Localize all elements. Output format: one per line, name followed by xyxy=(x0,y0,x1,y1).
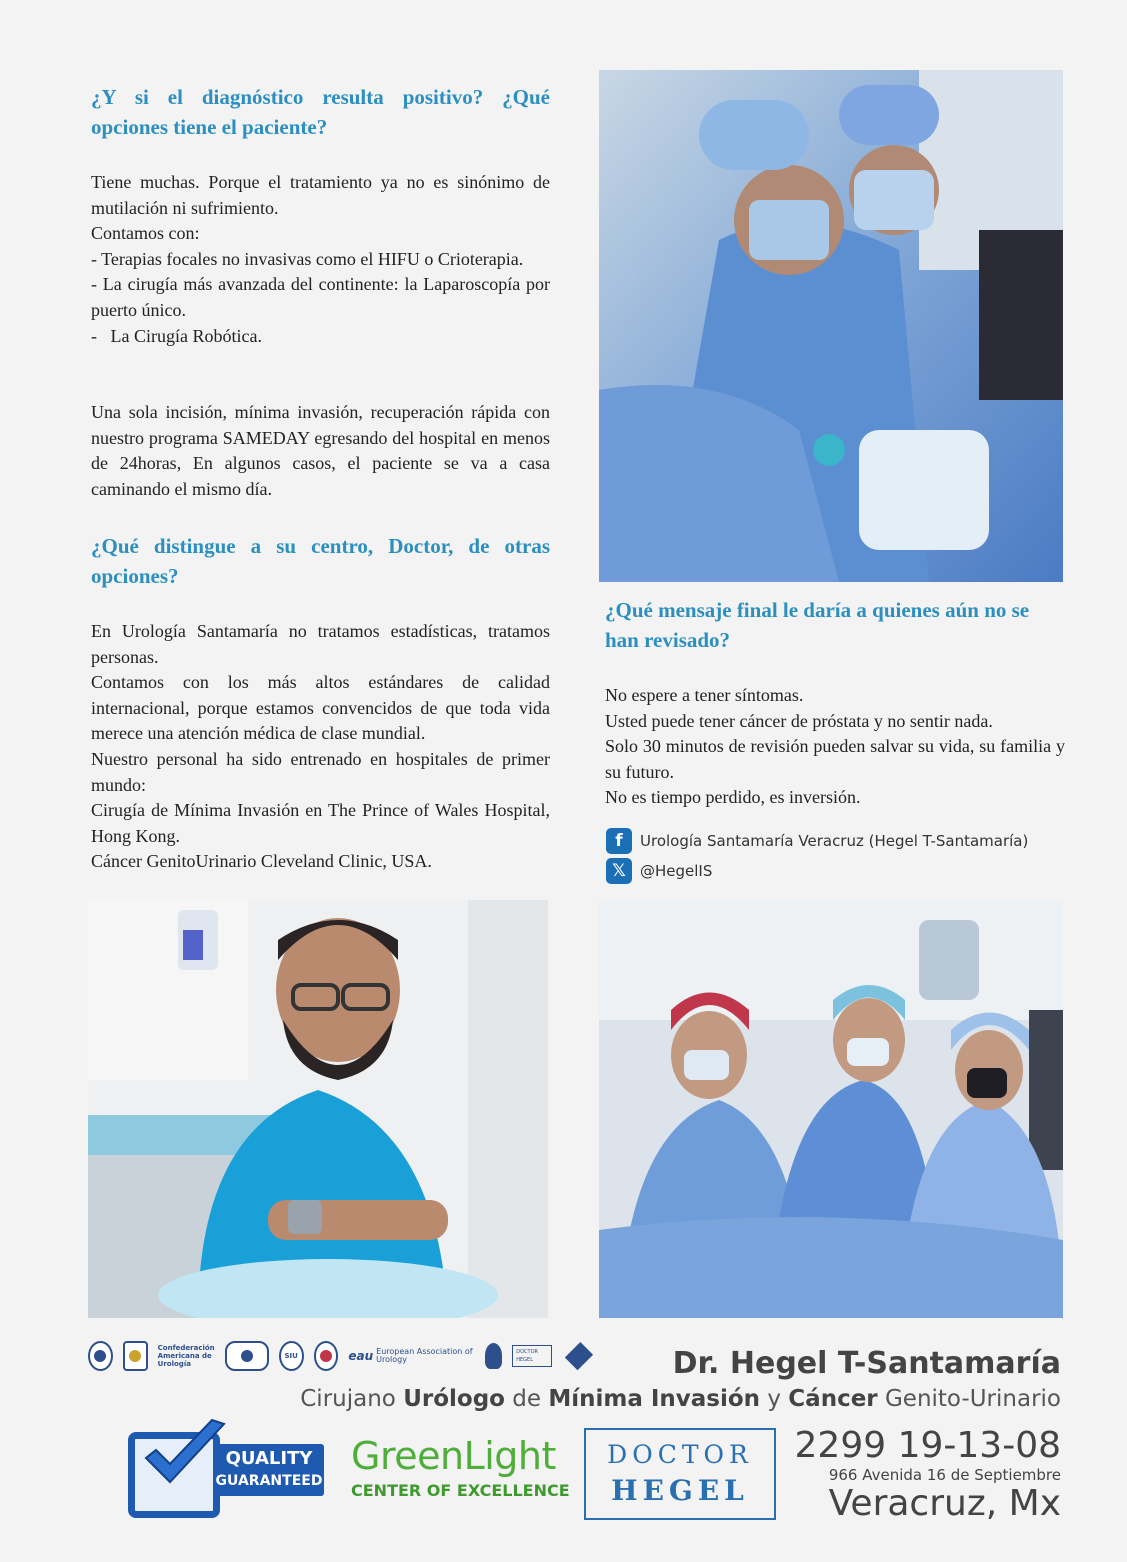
paragraph: Cáncer GenitoUrinario Cleveland Clinic, USA. xyxy=(91,851,432,872)
urology-society-logo xyxy=(88,1341,113,1371)
paragraph: En Urología Santamaría no tratamos estadísticas, tratamos personas. xyxy=(91,621,550,667)
doctor-portrait-photo xyxy=(88,900,548,1318)
x-link[interactable] xyxy=(606,858,712,884)
list-item: - Terapias focales no invasivas como el HIFU o Crioterapia. xyxy=(91,248,524,269)
section3-body xyxy=(605,683,1065,811)
paragraph: Contamos con: xyxy=(91,223,200,244)
section1-body xyxy=(91,170,550,349)
paragraph: Cirugía de Mínima Invasión en The Prince of Wales Hospital, Hong Kong. xyxy=(91,800,550,846)
facebook-link[interactable] xyxy=(606,828,1028,854)
paragraph: Nuestro personal ha sido entrenado en hospitales de primer mundo: xyxy=(91,748,550,795)
section2-body xyxy=(91,619,550,875)
paragraph: Usted puede tener cáncer de próstata y no sentir nada. xyxy=(605,710,993,731)
eau-logo: eau European Association of Urology xyxy=(348,1347,473,1364)
heading-diagnosis: ¿Y si el diagnóstico resulta positivo? ¿Qué opciones tiene el paciente? xyxy=(91,85,550,139)
paragraph: Contamos con los más altos estándares de calidad internacional, porque estamos convencidos de que toda vida merece una atención médica de clase mundial. xyxy=(91,672,550,744)
surgery-photo-top xyxy=(599,70,1063,582)
paragraph: No espere a tener síntomas. xyxy=(605,685,804,705)
facebook-label: Urología Santamaría Veracruz (Hegel T-Santamaría) xyxy=(640,832,1029,850)
doctor-hegel-small-logo: DOCTOR HEGEL xyxy=(512,1345,552,1367)
confederation-text: Confederación Americana de Urología xyxy=(157,1344,215,1368)
list-item: - La Cirugía Robótica. xyxy=(91,325,262,346)
confederation-shield-logo xyxy=(123,1341,148,1371)
doctor-title: Cirujano Urólogo de Mínima Invasión y Cáncer Genito-Urinario xyxy=(300,1386,1061,1412)
paragraph: Tiene muchas. Porque el tratamiento ya no es sinónimo de mutilación ni sufrimiento. xyxy=(91,172,550,218)
surgery-photo-bottom xyxy=(599,900,1063,1318)
facebook-icon: f xyxy=(606,828,632,854)
association-logos xyxy=(88,1336,588,1376)
x-icon: 𝕏 xyxy=(606,858,632,884)
list-item: - La cirugía más avanzada del continente: la Laparoscopía por puerto único. xyxy=(91,274,550,320)
heading-final-message: ¿Qué mensaje final le daría a quienes aún no se han revisado? xyxy=(605,598,1030,652)
school-logo xyxy=(225,1341,269,1371)
x-handle: @HegelIS xyxy=(640,862,713,880)
association-seal-logo xyxy=(314,1341,339,1371)
paragraph: No es tiempo perdido, es inversión. xyxy=(605,787,861,808)
doctor-hegel-logo: DOCTOR HEGEL xyxy=(584,1428,776,1520)
quality-guaranteed-badge: QUALITY GUARANTEED xyxy=(124,1418,334,1512)
doctor-name: Dr. Hegel T-Santamaría xyxy=(672,1346,1061,1381)
urosome-logo xyxy=(485,1343,503,1369)
paragraph: Solo 30 minutos de revisión pueden salvar su vida, su familia y su futuro. xyxy=(605,736,1065,782)
phone-number: 2299 19-13-08 xyxy=(794,1425,1061,1466)
paragraph-sameday: Una sola incisión, mínima invasión, recuperación rápida con nuestro programa SAMEDAY egresando del hospital en menos de 24horas, En algunos casos, el paciente se va a casa caminando el mismo día. xyxy=(91,402,550,499)
diamond-logo xyxy=(565,1342,593,1370)
heading-center: ¿Qué distingue a su centro, Doctor, de otras opciones? xyxy=(91,534,550,588)
city: Veracruz, Mx xyxy=(828,1483,1061,1524)
siu-logo: SIU xyxy=(279,1341,304,1371)
greenlight-badge: GreenLight CENTER OF EXCELLENCE xyxy=(351,1434,570,1500)
address: 966 Avenida 16 de Septiembre xyxy=(828,1466,1061,1484)
